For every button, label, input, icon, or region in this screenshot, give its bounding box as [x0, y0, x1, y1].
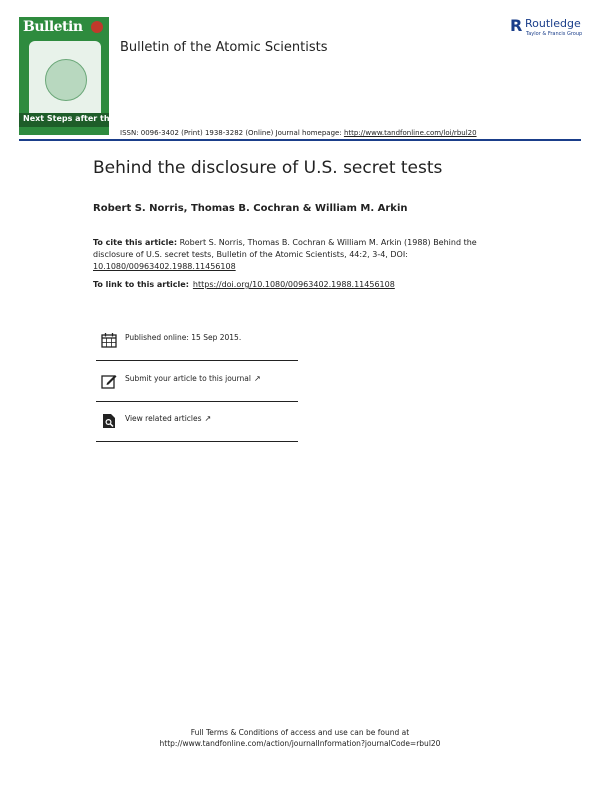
- cover-title: Bulletin: [23, 19, 83, 35]
- publisher-subname: Taylor & Francis Group: [526, 31, 583, 37]
- edit-icon: [101, 373, 117, 389]
- routledge-r-icon: R: [510, 16, 523, 35]
- publisher-name: Routledge: [525, 17, 581, 30]
- published-online-text: Published online: 15 Sep 2015.: [125, 333, 242, 342]
- header-divider: [19, 139, 581, 141]
- related-articles-link[interactable]: [125, 414, 211, 423]
- issn-line: [120, 129, 477, 137]
- cover-badge-icon: [91, 21, 103, 33]
- doi-link[interactable]: 10.1080/00963402.1988.11456108: [93, 262, 236, 271]
- calendar-icon: [101, 332, 117, 348]
- journal-homepage-link[interactable]: http://www.tandfonline.com/loi/rbul20: [343, 129, 477, 137]
- divider: [96, 441, 298, 442]
- journal-name: Bulletin of the Atomic Scientists: [120, 40, 328, 55]
- cover-banner-text: Next Steps after the Summit: [23, 114, 153, 123]
- submit-article-row[interactable]: [96, 364, 298, 402]
- link-block: [93, 280, 395, 289]
- article-link[interactable]: https://doi.org/10.1080/00963402.1988.11456108: [192, 280, 395, 289]
- footer: [0, 727, 600, 749]
- published-online-row: [96, 323, 298, 361]
- related-articles-row[interactable]: [96, 404, 298, 442]
- footer-terms-link[interactable]: http://www.tandfonline.com/action/journalInformation?journalCode=rbul20: [159, 739, 441, 748]
- submit-article-link[interactable]: [125, 374, 261, 383]
- publisher-logo: [510, 16, 590, 42]
- citation-label: To cite this article:: [93, 238, 178, 247]
- external-link-icon: ↗: [253, 374, 261, 383]
- journal-cover-image: [19, 17, 153, 135]
- article-title: Behind the disclosure of U.S. secret tests: [93, 158, 443, 178]
- submit-article-text: Submit your article to this journal: [125, 374, 251, 383]
- article-authors: Robert S. Norris, Thomas B. Cochran & William M. Arkin: [93, 203, 408, 214]
- related-articles-text: View related articles: [125, 414, 202, 423]
- issn-text: ISSN: 0096-3402 (Print) 1938-3282 (Online) Journal homepage:: [120, 129, 344, 137]
- cover-artwork: [29, 41, 101, 119]
- footer-terms-text: Full Terms & Conditions of access and use can be found at: [190, 728, 410, 737]
- cover-banner: [19, 113, 153, 127]
- divider: [96, 401, 298, 402]
- link-label: To link to this article:: [93, 280, 189, 289]
- citation-text: Robert S. Norris, Thomas B. Cochran & William M. Arkin (1988) Behind the disclosure of U.S. secret tests, Bulletin of the Atomic Scientists, 44:2, 3-4, DOI:: [93, 238, 477, 259]
- citation-block: [93, 237, 493, 273]
- search-document-icon: [101, 413, 117, 429]
- divider: [96, 360, 298, 361]
- external-link-icon: ↗: [204, 414, 212, 423]
